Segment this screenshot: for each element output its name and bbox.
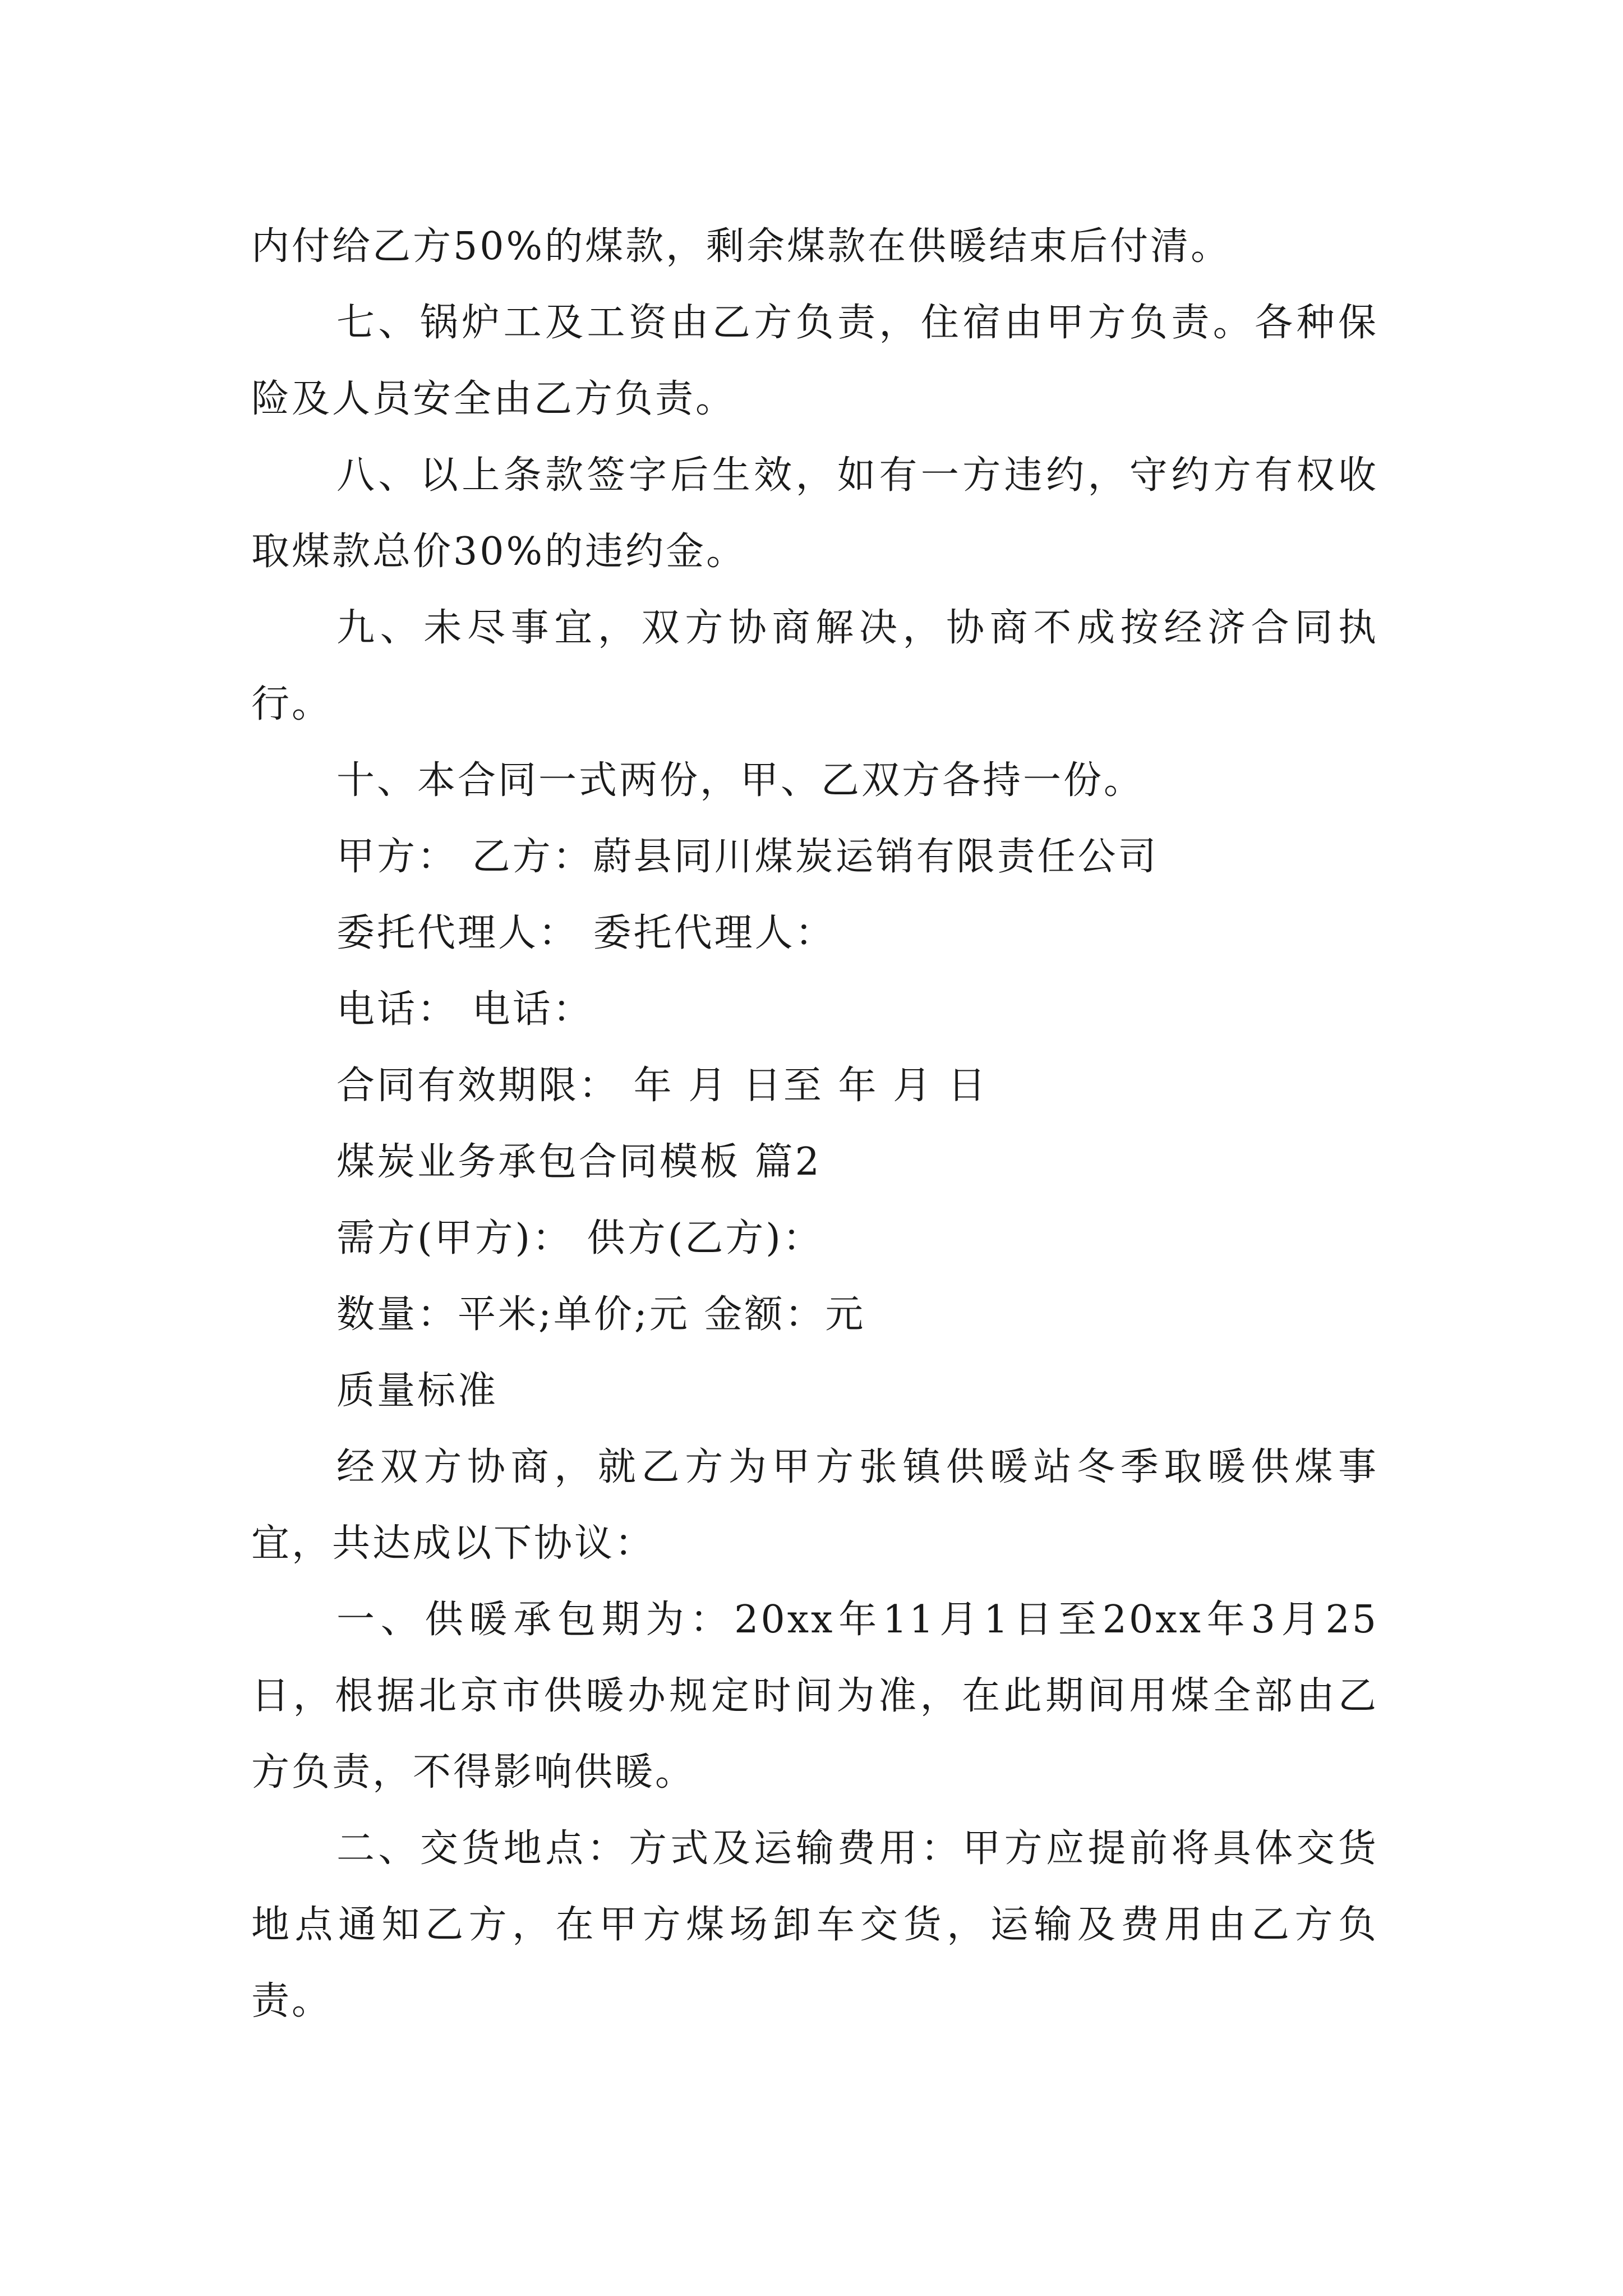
paragraph-clause-8: 八、以上条款签字后生效，如有一方违约，守约方有权收取煤款总价30%的违约金。 xyxy=(251,453,1378,574)
paragraph-clause-7: 七、锅炉工及工资由乙方负责，住宿由甲方负责。各种保险及人员安全由乙方负责。 xyxy=(251,301,1378,421)
contract-validity: 合同有效期限： 年 月 日至 年 月 日 xyxy=(336,1064,988,1108)
paragraph-clause-1: 一、供暖承包期为：20xx年11月1日至20xx年3月25日，根据北京市供暖办规定时间为准，在此期间用煤全部由乙方负责，不得影响供暖。 xyxy=(251,1598,1378,1795)
section-heading: 煤炭业务承包合同模板 篇2 xyxy=(336,1140,822,1184)
paragraph-clause-9: 九、未尽事宜，双方协商解决，协商不成按经济合同执行。 xyxy=(251,606,1378,726)
quality-standard-label: 质量标准 xyxy=(336,1369,499,1413)
signature-parties: 甲方： 乙方：蔚县同川煤炭运销有限责任公司 xyxy=(336,835,1159,879)
paragraph-clause-2: 二、交货地点：方式及运输费用：甲方应提前将具体交货地点通知乙方，在甲方煤场卸车交货，运输及费用由乙方负责。 xyxy=(251,1826,1378,2023)
signature-agents: 委托代理人： 委托代理人： xyxy=(336,911,836,955)
contract-body xyxy=(251,209,1378,2040)
quantity-price-line: 数量：平米;单价;元 金额：元 xyxy=(336,1292,866,1337)
signature-phones: 电话： 电话： xyxy=(336,987,593,1032)
paragraph-clause-10: 十、本合同一式两份，甲、乙双方各持一份。 xyxy=(336,758,1145,803)
paragraph-agreement-intro: 经双方协商，就乙方为甲方张镇供暖站冬季取暖供煤事宜，共达成以下协议： xyxy=(251,1445,1378,1566)
parties-line: 需方(甲方)： 供方(乙方)： xyxy=(336,1216,823,1260)
paragraph-payment-terms: 内付给乙方50%的煤款，剩余煤款在供暖结束后付清。 xyxy=(251,224,1232,269)
